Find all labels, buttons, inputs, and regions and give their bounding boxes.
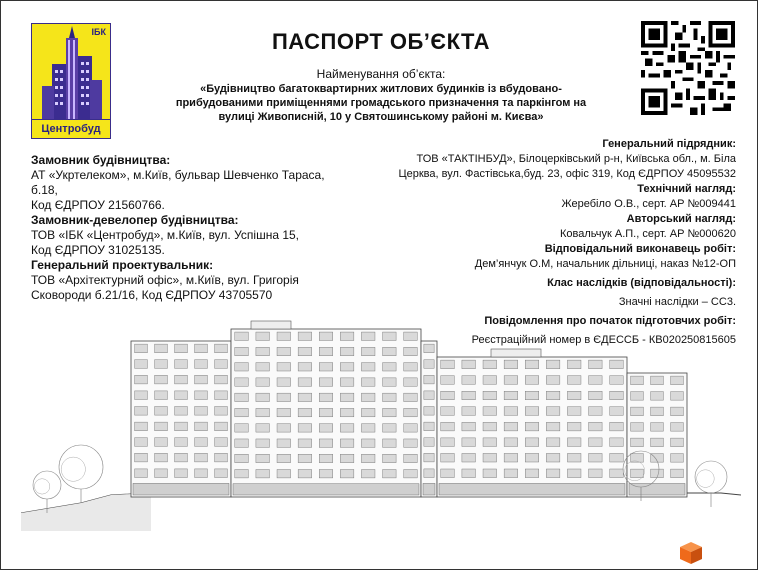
developer-heading: Замовник-девелопер будівництва: bbox=[31, 213, 239, 227]
notice-value: Реєстраційний номер в ЄДЕССБ - КВ020250815605 bbox=[471, 334, 736, 346]
qr-code-icon bbox=[641, 21, 735, 115]
notice-heading: Повідомлення про початок підготовчих робіт: bbox=[484, 315, 736, 327]
works-executor-value: Дем’янчук О.М, начальник дільниці, наказ №12-ОП bbox=[474, 258, 736, 270]
developer-line: ТОВ «ІБК «Центробуд», м.Київ, вул. Успішна 15, bbox=[31, 228, 300, 242]
consequence-class-value: Значні наслідки – СС3. bbox=[618, 296, 736, 308]
building-elevation-drawing bbox=[21, 317, 741, 531]
contractor-line: Церква, вул. Фастівська,буд. 23, офіс 319, Код ЄДРПОУ 45095532 bbox=[398, 168, 736, 180]
object-label: Найменування об’єкта: bbox=[316, 67, 446, 81]
designer-line: ТОВ «Архітектурний офіс», м.Київ, вул. Григорія bbox=[31, 273, 299, 287]
customer-line: б.18, bbox=[31, 183, 58, 197]
works-executor-heading: Відповідальний виконавець робіт: bbox=[544, 243, 736, 255]
designer-heading: Генеральний проектувальник: bbox=[31, 258, 214, 272]
consequence-class-heading: Клас наслідків (відповідальності): bbox=[547, 277, 736, 289]
tech-supervision-heading: Технічний нагляд: bbox=[637, 183, 736, 195]
page-title: ПАСПОРТ ОБ’ЄКТА bbox=[271, 29, 490, 54]
tech-supervision-value: Жеребіло О.В., серт. АР №009441 bbox=[561, 198, 736, 210]
company-logo bbox=[31, 23, 111, 139]
customer-heading: Замовник будівництва: bbox=[31, 153, 171, 167]
contractor-heading: Генеральний підрядник: bbox=[602, 138, 736, 150]
left-info-column bbox=[31, 153, 361, 303]
logo-tag: ІБК bbox=[91, 27, 106, 37]
contractor-line: ТОВ «ТАКТІНБУД», Білоцерківський р-н, Київська обл., м. Біла bbox=[416, 153, 736, 165]
logo-name: Центробуд bbox=[32, 119, 110, 138]
author-supervision-heading: Авторський нагляд: bbox=[626, 213, 736, 225]
designer-line: Сковороди б.21/16, Код ЄДРПОУ 43705570 bbox=[31, 288, 273, 302]
customer-line: АТ «Укртелеком», м.Київ, бульвар Шевченко Тараса, bbox=[31, 168, 325, 182]
object-name: «Будівництво багатоквартирних житлових будинків із вбудовано- прибудованими приміщеннями громадського призначення та паркінгом на вулиці Живописній, 10 у Святошинському районі м. Києва» bbox=[175, 83, 587, 123]
brand-cube-icon bbox=[679, 541, 703, 565]
developer-line: Код ЄДРПОУ 31025135. bbox=[31, 243, 165, 257]
building-logo-icon bbox=[32, 24, 111, 122]
customer-line: Код ЄДРПОУ 21560766. bbox=[31, 198, 165, 212]
author-supervision-value: Ковальчук А.П., серт. АР №000620 bbox=[559, 228, 736, 240]
